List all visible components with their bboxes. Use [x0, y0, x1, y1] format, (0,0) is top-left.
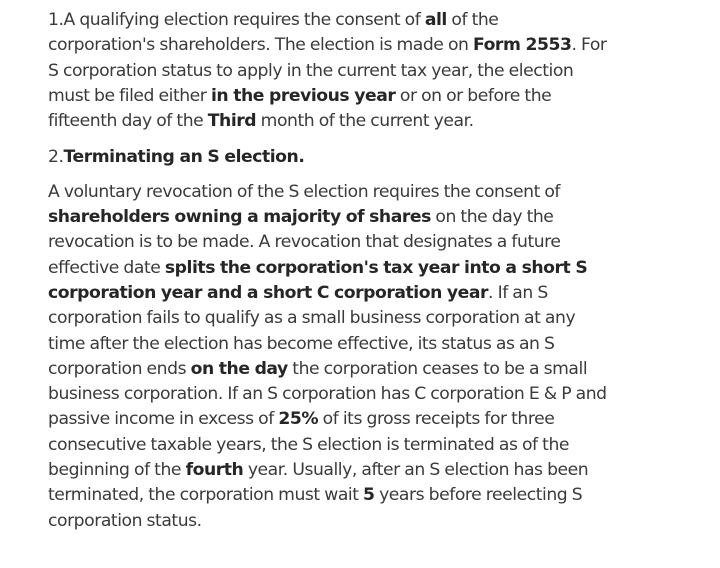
text-run: year. Usually, after an S election has been terminated, the corporation must wait — [48, 460, 589, 506]
text-run: month of the current year. — [256, 111, 474, 132]
section-number: 1. — [48, 10, 64, 30]
bold-text-run: 25% — [278, 409, 319, 430]
paragraph-terminating-election — [48, 180, 608, 534]
document-body — [48, 8, 608, 534]
section-number: 2. — [48, 147, 64, 168]
bold-text-run: in the previous year — [210, 85, 396, 106]
bold-text-run: all — [424, 10, 447, 30]
text-run: or on or before the fifteenth day of the — [48, 85, 552, 132]
bold-text-run: Third — [207, 111, 257, 132]
text-run: A voluntary revocation of the S election requires the consent of — [48, 181, 561, 202]
text-run: of its gross receipts for three consecutive taxable years, the S election is terminated as of the beginning of the — [48, 409, 570, 481]
text-run: . If an S corporation fails to qualify as a small business corporation at any time after the election has become effective, its status as an S corporation ends — [48, 282, 576, 379]
text-run: the corporation ceases to be a small business corporation. If an S corporation has C corporation E & P and passive income in excess of — [48, 358, 607, 430]
section-heading — [48, 145, 608, 170]
text-run: on the day the revocation is to be made. A revocation that designates a future effective date — [48, 207, 561, 278]
bold-text-run: on the day — [190, 358, 288, 379]
text-run: . For S corporation status to apply in the current tax year, the election must be filed either — [48, 35, 607, 106]
bold-text-run: shareholders owning a majority of shares — [48, 207, 431, 228]
heading-text: Terminating an S election. — [63, 147, 305, 168]
bold-text-run: Form 2553 — [472, 35, 572, 56]
bold-text-run: fourth — [185, 460, 244, 481]
text-run: of the corporation's shareholders. The election is made on — [48, 10, 499, 56]
text-run: A qualifying election requires the consent of — [63, 10, 425, 30]
bold-text-run: 5 — [363, 485, 375, 506]
paragraph-qualifying-election — [48, 8, 608, 134]
bold-text-run: splits the corporation's tax year into a short S corporation year and a short C corporation year — [48, 257, 588, 303]
text-run: years before reelecting S corporation status. — [48, 485, 583, 531]
